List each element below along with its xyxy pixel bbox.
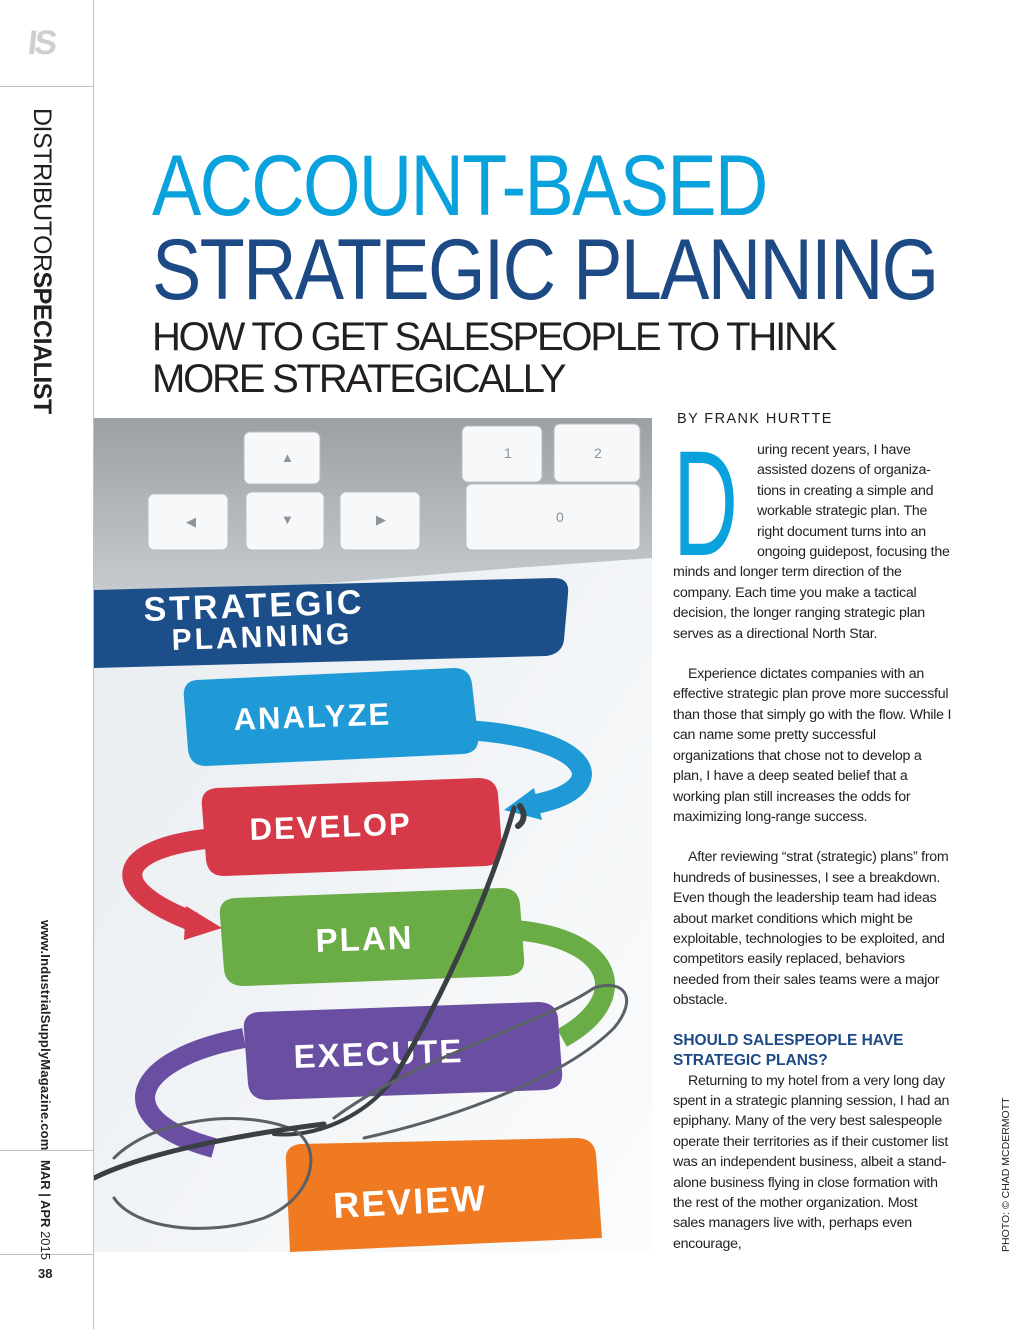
svg-text:PLAN: PLAN bbox=[314, 918, 415, 959]
key-1 bbox=[462, 426, 542, 482]
deck-subtitle bbox=[152, 316, 835, 400]
step-execute bbox=[244, 1002, 562, 1100]
subhead: SHOULD SALESPEOPLE HAVE STRATEGIC PLANS? bbox=[673, 1031, 904, 1069]
paragraph-1-text: uring recent years, I have assisted dozens of organizations in creating a simple and workable strategic plan. The right document turns into an ongoing guidepost, focusing the minds and longer term direction of the company. Each time you make a tactical decision, the longer ranging strategic plan serves as a directional North Star. bbox=[673, 442, 950, 642]
section-masthead bbox=[27, 108, 56, 414]
svg-text:DEVELOP: DEVELOP bbox=[249, 806, 413, 847]
key-label-1: 1 bbox=[504, 445, 512, 461]
step-review bbox=[286, 1138, 602, 1252]
article-photo bbox=[94, 418, 652, 1252]
issue-year: 2015 bbox=[38, 1231, 53, 1260]
photo-credit: PHOTO: © CHAD MCDERMOTT bbox=[1000, 1097, 1012, 1252]
deck-line-2: MORE STRATEGICALLY bbox=[152, 357, 565, 401]
step-analyze bbox=[184, 668, 478, 766]
magazine-url[interactable]: www.IndustrialSupplyMagazine.com bbox=[38, 920, 53, 1151]
banner-line-1: STRATEGIC bbox=[142, 583, 366, 629]
byline: BY FRANK HURTTE bbox=[677, 411, 833, 427]
drop-cap: D bbox=[673, 419, 738, 587]
svg-text:REVIEW: REVIEW bbox=[332, 1176, 489, 1226]
masthead-light: DISTRIBUTOR bbox=[28, 108, 56, 272]
headline-line-2: STRATEGIC PLANNING bbox=[152, 222, 938, 318]
issue-date bbox=[38, 1160, 53, 1260]
headline-line-1: ACCOUNT-BASED bbox=[152, 138, 767, 234]
deck-line-1: HOW TO GET SALESPEOPLE TO THINK bbox=[152, 315, 836, 359]
banner-line-2: PLANNING bbox=[171, 617, 353, 657]
svg-text:◀: ◀ bbox=[186, 514, 196, 529]
paragraph-2: Experience dictates companies with an effective strategic plan prove more successful than those that simply go with the flow. While I can name some pretty successful organizations that chose not to develop a plan, I have a deep seated belief that a working plan still increases the odds for maximizing long-range success. bbox=[673, 666, 952, 825]
issue-months: MAR | APR bbox=[38, 1160, 53, 1228]
key-label-2: 2 bbox=[594, 445, 602, 461]
svg-text:▼: ▼ bbox=[281, 512, 294, 527]
masthead-bold: SPECIALIST bbox=[28, 271, 56, 414]
svg-text:ANALYZE: ANALYZE bbox=[233, 696, 392, 737]
svg-text:▲: ▲ bbox=[281, 450, 294, 465]
page-number: 38 bbox=[38, 1266, 53, 1281]
key-0 bbox=[466, 484, 640, 550]
paragraph-3: After reviewing “strat (strategic) plans” from hundreds of businesses, I see a breakdown. Even though the leadership team had ideas about market conditions which might be exploitable, technologies to be exploited, and competitors easily replaced, behaviors needed from their sales teams were a major obstacle. bbox=[673, 849, 949, 1009]
margin-divider-top bbox=[0, 86, 93, 87]
key-label-0: 0 bbox=[556, 509, 564, 525]
step-develop bbox=[202, 778, 502, 876]
svg-text:▶: ▶ bbox=[376, 512, 386, 527]
svg-text:EXECUTE: EXECUTE bbox=[292, 1032, 465, 1075]
paragraph-4: Returning to my hotel from a very long day spent in a strategic planning session, I had an epiphany. Many of the very best salespeople operate their territories as if their customer list was an independent business, albeit a stand-alone business flying in close formation with the rest of the mother organization. Most sales managers live with, perhaps even encourage, bbox=[673, 1072, 950, 1252]
magazine-logo: IS bbox=[26, 24, 57, 62]
